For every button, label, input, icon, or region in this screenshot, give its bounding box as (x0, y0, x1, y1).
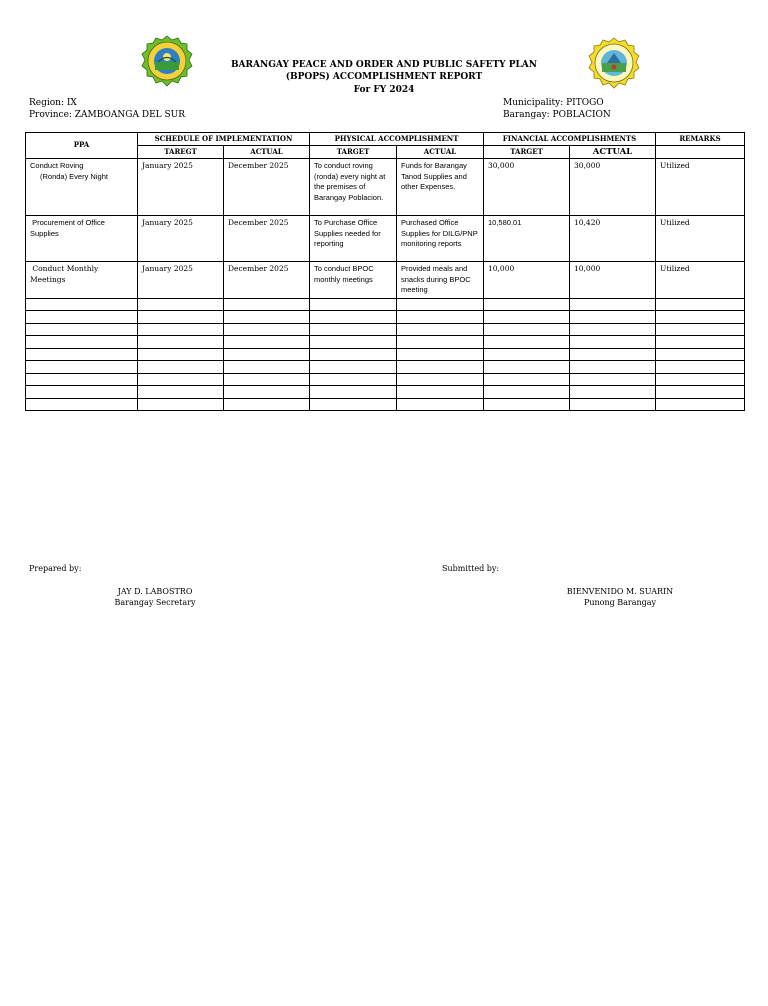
schedule-actual-cell: December 2025 (224, 159, 310, 216)
empty-cell (224, 311, 310, 324)
ppa-line-2: Supplies (30, 228, 59, 238)
empty-table-row (26, 298, 745, 311)
empty-cell (397, 386, 484, 399)
header-financial: FINANCIAL ACCOMPLISHMENTS (484, 133, 656, 146)
empty-cell (484, 373, 570, 386)
header-remarks: REMARKS (656, 133, 745, 146)
empty-table-row (26, 336, 745, 349)
schedule-target-cell: January 2025 (138, 262, 224, 299)
ppa-line-2: (Ronda) Every Night (40, 171, 108, 181)
empty-cell (397, 298, 484, 311)
province-label: Province: ZAMBOANGA DEL SUR (29, 110, 185, 120)
physical-actual-cell: Provided meals and snacks during BPOC meeting (397, 262, 484, 299)
ppa-line-1: Conduct Roving (30, 161, 84, 170)
report-title-line1: BARANGAY PEACE AND ORDER AND PUBLIC SAFETY PLAN (230, 60, 538, 70)
empty-cell (484, 336, 570, 349)
empty-cell (138, 361, 224, 374)
empty-table-row (26, 323, 745, 336)
financial-actual-cell: 10,000 (570, 262, 656, 299)
header-financial-target: TARGET (484, 146, 570, 159)
ppa-cell (26, 159, 138, 216)
empty-cell (310, 398, 397, 411)
header-schedule: SCHEDULE OF IMPLEMENTATION (138, 133, 310, 146)
empty-cell (397, 361, 484, 374)
empty-table-row (26, 348, 745, 361)
region-label: Region: IX (29, 98, 77, 108)
submitted-by-label: Submitted by: (442, 564, 500, 573)
empty-cell (310, 298, 397, 311)
empty-cell (310, 386, 397, 399)
empty-cell (484, 311, 570, 324)
empty-cell (484, 361, 570, 374)
ppa-line-1: Procurement of Office (30, 218, 105, 227)
financial-target-cell: 30,000 (484, 159, 570, 216)
schedule-target-cell: January 2025 (138, 159, 224, 216)
empty-cell (138, 323, 224, 336)
report-title-line3: For FY 2024 (353, 85, 415, 95)
header-financial-actual: ACTUAL (570, 146, 656, 159)
header-physical: PHYSICAL ACCOMPLISHMENT (310, 133, 484, 146)
schedule-actual-cell: December 2025 (224, 262, 310, 299)
schedule-actual-cell: December 2025 (224, 216, 310, 262)
financial-target-cell: 10,580.01 (484, 216, 570, 262)
empty-cell (397, 336, 484, 349)
empty-cell (570, 386, 656, 399)
empty-cell (570, 298, 656, 311)
empty-table-row (26, 361, 745, 374)
table-row (26, 216, 745, 262)
ppa-line-2: Meetings (30, 274, 66, 284)
empty-cell (656, 311, 745, 324)
empty-cell (570, 311, 656, 324)
empty-cell (484, 386, 570, 399)
empty-table-row (26, 373, 745, 386)
ppa-cell (26, 216, 138, 262)
empty-cell (224, 373, 310, 386)
empty-table-row (26, 398, 745, 411)
submitter-title: Punong Barangay (583, 598, 657, 607)
empty-cell (138, 298, 224, 311)
preparer-title: Barangay Secretary (114, 598, 196, 607)
empty-cell (224, 323, 310, 336)
empty-cell (484, 298, 570, 311)
empty-cell (26, 311, 138, 324)
header-schedule-target: TAREGT (138, 146, 224, 159)
empty-cell (484, 323, 570, 336)
financial-actual-cell: 30,000 (570, 159, 656, 216)
physical-actual-cell: Purchased Office Supplies for DILG/PNP monitoring reports (397, 216, 484, 262)
empty-cell (570, 323, 656, 336)
empty-cell (656, 336, 745, 349)
empty-cell (570, 398, 656, 411)
remarks-cell: Utilized (656, 216, 745, 262)
empty-cell (397, 373, 484, 386)
remarks-cell: Utilized (656, 262, 745, 299)
ppa-cell (26, 262, 138, 299)
empty-cell (224, 398, 310, 411)
financial-target-cell: 10,000 (484, 262, 570, 299)
empty-cell (310, 336, 397, 349)
header-schedule-actual: ACTUAL (224, 146, 310, 159)
empty-cell (26, 323, 138, 336)
empty-cell (224, 336, 310, 349)
empty-cell (138, 348, 224, 361)
empty-cell (26, 336, 138, 349)
schedule-target-cell: January 2025 (138, 216, 224, 262)
barangay-label: Barangay: POBLACION (503, 110, 611, 120)
empty-cell (397, 323, 484, 336)
empty-cell (26, 373, 138, 386)
header-physical-target: TARGET (310, 146, 397, 159)
empty-cell (138, 336, 224, 349)
empty-cell (138, 373, 224, 386)
header-ppa: PPA (26, 133, 138, 159)
empty-cell (397, 348, 484, 361)
empty-cell (26, 298, 138, 311)
empty-cell (570, 336, 656, 349)
financial-actual-cell: 10,420 (570, 216, 656, 262)
empty-cell (656, 386, 745, 399)
empty-cell (224, 348, 310, 361)
empty-cell (570, 348, 656, 361)
municipality-label: Municipality: PITOGO (503, 98, 604, 108)
empty-cell (224, 361, 310, 374)
physical-actual-cell: Funds for Barangay Tanod Supplies and other Expenses. (397, 159, 484, 216)
empty-cell (310, 311, 397, 324)
ppa-line-1: Conduct Monthly (30, 264, 99, 273)
empty-table-row (26, 386, 745, 399)
empty-cell (26, 398, 138, 411)
empty-cell (224, 298, 310, 311)
empty-cell (138, 398, 224, 411)
table-row (26, 159, 745, 216)
empty-cell (26, 386, 138, 399)
empty-cell (484, 348, 570, 361)
empty-cell (138, 311, 224, 324)
physical-target-cell: To Purchase Office Supplies needed for reporting (310, 216, 397, 262)
empty-cell (397, 398, 484, 411)
empty-cell (656, 298, 745, 311)
table-row (26, 262, 745, 299)
physical-target-cell: To conduct roving (ronda) every night at the premises of Barangay Poblacion. (310, 159, 397, 216)
physical-target-cell: To conduct BPOC monthly meetings (310, 262, 397, 299)
empty-cell (656, 348, 745, 361)
empty-cell (656, 323, 745, 336)
empty-cell (26, 348, 138, 361)
remarks-cell: Utilized (656, 159, 745, 216)
header-remarks-sub (656, 146, 745, 159)
empty-cell (570, 373, 656, 386)
preparer-name: JAY D. LABOSTRO (117, 587, 193, 596)
empty-cell (656, 373, 745, 386)
empty-cell (224, 386, 310, 399)
empty-cell (310, 323, 397, 336)
empty-cell (26, 361, 138, 374)
empty-cell (656, 398, 745, 411)
empty-cell (138, 386, 224, 399)
empty-cell (484, 398, 570, 411)
empty-cell (310, 348, 397, 361)
empty-cell (310, 373, 397, 386)
prepared-by-label: Prepared by: (29, 564, 82, 573)
header-physical-actual: ACTUAL (397, 146, 484, 159)
empty-cell (570, 361, 656, 374)
empty-cell (310, 361, 397, 374)
report-title-line2: (BPOPS) ACCOMPLISHMENT REPORT (285, 72, 483, 82)
accomplishment-table (25, 132, 745, 411)
submitter-name: BIENVENIDO M. SUARIN (566, 587, 674, 596)
empty-table-row (26, 311, 745, 324)
empty-cell (656, 361, 745, 374)
empty-cell (397, 311, 484, 324)
